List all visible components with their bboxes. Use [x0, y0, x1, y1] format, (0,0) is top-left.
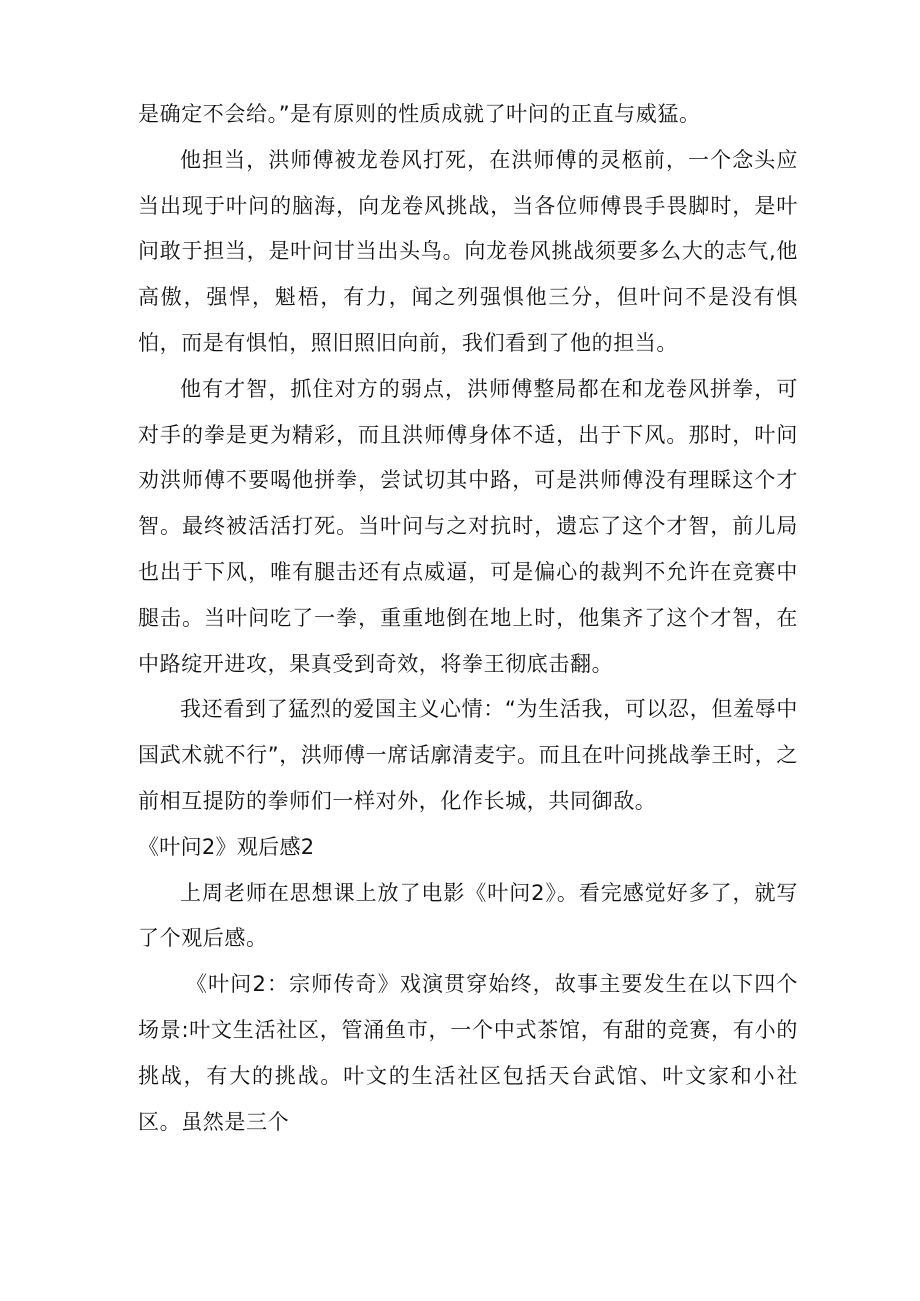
paragraph-responsibility: 他担当，洪师傅被龙卷风打死，在洪师傅的灵柩前，一个念头应当出现于叶问的脑海，向龙卷风挑战，当各位师傅畏手畏脚时，是叶问敢于担当，是叶问甘当出头鸟。向龙卷风挑战须要多么大的志气,他高傲，强悍，魁梧，有力，闻之列强惧他三分，但叶问不是没有惧怕，而是有惧怕，照旧照旧向前，我们看到了他的担当。 [138, 147, 798, 355]
paragraph-patriotism: 我还看到了猛烈的爱国主义心情：“为生活我，可以忍，但羞辱中国武术就不行”，洪师傅一席话廓清麦宇。而且在叶问挑战拳王时，之前相互提防的拳师们一样对外，化作长城，共同御敌。 [138, 697, 798, 813]
paragraph-scenes: 《叶问2：宗师传奇》戏演贯穿始终，故事主要发生在以下四个场景:叶文生活社区，管涌鱼市，一个中式茶馆，有甜的竞赛，有小的挑战，有大的挑战。叶文的生活社区包括天台武馆、叶文家和小社区。虽然是三个 [138, 972, 798, 1134]
paragraph-intro: 上周老师在思想课上放了电影《叶问2》。看完感觉好多了，就写了个观后感。 [138, 880, 798, 951]
section-heading: 《叶问2》观后感2 [138, 834, 315, 859]
document-body [138, 92, 798, 1145]
paragraph-continuation: 是确定不会给。”是有原则的性质成就了叶问的正直与威猛。 [138, 102, 701, 126]
paragraph-wisdom: 他有才智，抓住对方的弱点，洪师傅整局都在和龙卷风拼拳，可对手的拳是更为精彩，而且洪师傅身体不适，出于下风。那时，叶问劝洪师傅不要喝他拼拳，尝试切其中路，可是洪师傅没有理睬这个才智。最终被活活打死。当叶问与之对抗时，遗忘了这个才智，前儿局也出于下风，唯有腿击还有点威逼，可是偏心的裁判不允许在竞赛中腿击。当叶问吃了一拳，重重地倒在地上时，他集齐了这个才智，在中路绽开进攻，果真受到奇效，将拳王彻底击翻。 [138, 376, 798, 676]
